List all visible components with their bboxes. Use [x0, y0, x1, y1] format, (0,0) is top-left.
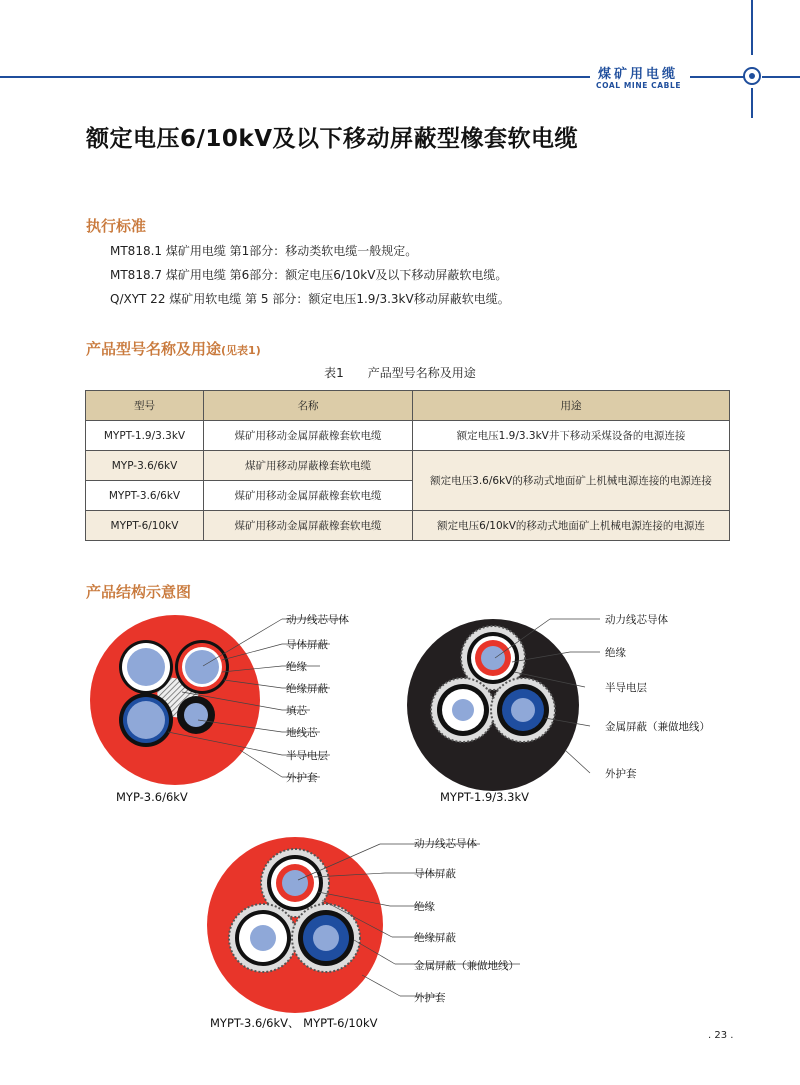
table-row	[86, 421, 730, 451]
label-outer-sheath: 外护套	[605, 768, 637, 780]
standard-item: MT818.7 煤矿用电缆 第6部分：额定电压6/10kV及以下移动屏蔽软电缆。	[110, 268, 508, 282]
cell-use: 额定电压6/10kV的移动式地面矿上机械电源连接的电源连	[413, 511, 730, 541]
cable-cross-section-mypt-6kv	[207, 837, 520, 1013]
label-power-conductor: 动力线芯导体	[605, 614, 668, 626]
header-rule-left	[0, 76, 590, 78]
header-rule-end	[762, 76, 800, 78]
label-outer-sheath: 外护套	[414, 992, 446, 1004]
standard-item: Q/XYT 22 煤矿用软电缆 第 5 部分：额定电压1.9/3.3kV移动屏蔽软电缆。	[110, 292, 510, 306]
cell-name: 煤矿用移动屏蔽橡套软电缆	[204, 451, 413, 481]
products-heading	[86, 338, 261, 359]
products-heading-text: 产品型号名称及用途	[86, 340, 222, 358]
table-header-row	[86, 391, 730, 421]
standards-heading: 执行标准	[86, 217, 147, 235]
cell-model: MYP-3.6/6kV	[86, 451, 204, 481]
cell-model: MYPT-6/10kV	[86, 511, 204, 541]
cell-name: 煤矿用移动金属屏蔽橡套软电缆	[204, 421, 413, 451]
cable-diagrams	[0, 600, 800, 1060]
label-conductor-screen: 导体屏蔽	[414, 868, 456, 880]
header-rule-right	[690, 76, 745, 78]
table-caption: 表1 产品型号名称及用途	[324, 366, 476, 380]
header-vertical-rule	[751, 0, 753, 55]
cell-model: MYPT-1.9/3.3kV	[86, 421, 204, 451]
label-semiconductive-layer: 半导电层	[605, 682, 647, 694]
model-label: MYPT-3.6/6kV、 MYPT-6/10kV	[210, 1016, 378, 1030]
label-insulation: 绝缘	[414, 901, 435, 913]
label-insulation: 绝缘	[605, 647, 626, 659]
table-row	[86, 451, 730, 481]
cell-use: 额定电压1.9/3.3kV井下移动采煤设备的电源连接	[413, 421, 730, 451]
column-header: 用途	[413, 391, 730, 421]
column-header: 名称	[204, 391, 413, 421]
label-outer-sheath: 外护套	[286, 772, 318, 784]
page-title: 额定电压6/10kV及以下移动屏蔽型橡套软电缆	[86, 126, 579, 152]
label-insulation-screen: 绝缘屏蔽	[286, 683, 328, 695]
cable-cross-section-mypt-3-3kv	[407, 619, 600, 791]
products-table	[85, 390, 730, 541]
label-power-conductor: 动力线芯导体	[414, 838, 477, 850]
header-section-subtitle: COAL MINE CABLE	[596, 81, 682, 90]
table-row	[86, 511, 730, 541]
label-filler: 填芯	[286, 705, 307, 717]
label-ground-core: 地线芯	[286, 727, 318, 739]
label-insulation-screen: 绝缘屏蔽	[414, 932, 456, 944]
cell-name: 煤矿用移动金属屏蔽橡套软电缆	[204, 511, 413, 541]
products-heading-note: (见表1)	[221, 344, 261, 357]
label-semiconductive-layer: 半导电层	[286, 750, 328, 762]
cell-model: MYPT-3.6/6kV	[86, 481, 204, 511]
target-icon	[743, 67, 761, 85]
header-section-title: 煤矿用电缆	[598, 67, 679, 82]
model-label: MYPT-1.9/3.3kV	[440, 790, 529, 804]
standard-item: MT818.1 煤矿用电缆 第1部分：移动类软电缆一般规定。	[110, 244, 418, 258]
cell-use: 额定电压3.6/6kV的移动式地面矿上机械电源连接的电源连接	[413, 451, 730, 511]
label-metal-screen: 金属屏蔽（兼做地线）	[605, 721, 710, 733]
structure-heading: 产品结构示意图	[86, 583, 192, 601]
label-metal-screen: 金属屏蔽（兼做地线）	[414, 960, 519, 972]
model-label: MYP-3.6/6kV	[116, 790, 188, 804]
cell-name: 煤矿用移动金属屏蔽橡套软电缆	[204, 481, 413, 511]
label-power-conductor: 动力线芯导体	[286, 614, 349, 626]
header-vertical-rule	[751, 88, 753, 118]
page-number: . 23 .	[708, 1030, 734, 1041]
label-conductor-screen: 导体屏蔽	[286, 639, 328, 651]
column-header: 型号	[86, 391, 204, 421]
label-insulation: 绝缘	[286, 661, 307, 673]
